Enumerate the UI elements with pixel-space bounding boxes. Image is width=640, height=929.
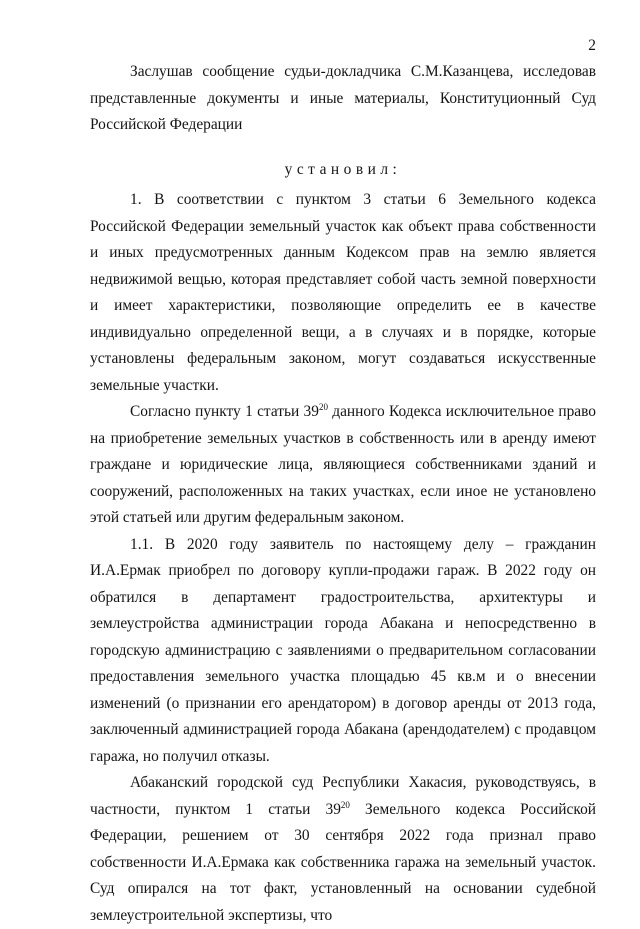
- paragraph-3: 1.1. В 2020 году заявитель по настоящему делу – гражданин И.А.Ермак приобрел по договору купли-продажи гараж. В 2022 году он обратился в департамент градостроительства, архитектуры и землеустройства администрации города Абакана и непосредственно в городскую администрацию с заявлениями о предварительном согласовании предоставления земельного участка площадью 45 кв.м и о внесении изменений (о признании его арендатором) в договор аренды от 2013 года, заключенный администрацией города Абакана (арендодателем) с продавцом гаража, но получил отказы.: [90, 535, 596, 765]
- article-superscript: 20: [340, 799, 350, 810]
- document-body: [90, 59, 596, 929]
- intro-paragraph: Заслушав сообщение судьи-докладчика С.М.Казанцева, исследовав представленные документы и иные материалы, Конституционный Суд Российской Федерации: [90, 63, 596, 133]
- page-number: 2: [588, 37, 596, 54]
- section-heading: установил:: [284, 160, 402, 178]
- paragraph-1: 1. В соответствии с пунктом 3 статьи 6 Земельного кодекса Российской Федерации земельный участок как объект права собственности и иных предусмотренных данным Кодексом прав на землю является недвижимой вещью, которая представляет собой часть земной поверхности и имеет характеристики, позволяющие определить ее в качестве индивидуально определенной вещи, а в случаях и в порядке, которые установлены федеральным законом, могут создаваться искусственные земельные участки.: [90, 191, 596, 394]
- paragraph-4-text-end: Земельного кодекса Российской Федерации, решением от 30 сентября 2022 года признал право собственности И.А.Ермака как собственника гаража на земельный участок. Суд опирался на тот факт, установленный на основании судебной землеустроительной экспертизы, что: [90, 800, 596, 924]
- paragraph-2-text-start: Согласно пункту 1 статьи 39: [130, 403, 319, 420]
- paragraph-2: [90, 399, 596, 532]
- paragraph-4: [90, 770, 596, 929]
- paragraph-4-text-start: Абаканский городской суд Республики Хакасия, руководствуясь, в частности, пунктом 1 статьи 39: [90, 774, 596, 818]
- paragraph-2-text-end: данного Кодекса исключительное право на приобретение земельных участков в собственность или в аренду имеют граждане и юридические лица, являющиеся собственниками зданий и сооружений, расположенных на таких участках, если иное не установлено этой статьей или другим федеральным законом.: [90, 403, 596, 526]
- article-superscript: 20: [318, 402, 328, 412]
